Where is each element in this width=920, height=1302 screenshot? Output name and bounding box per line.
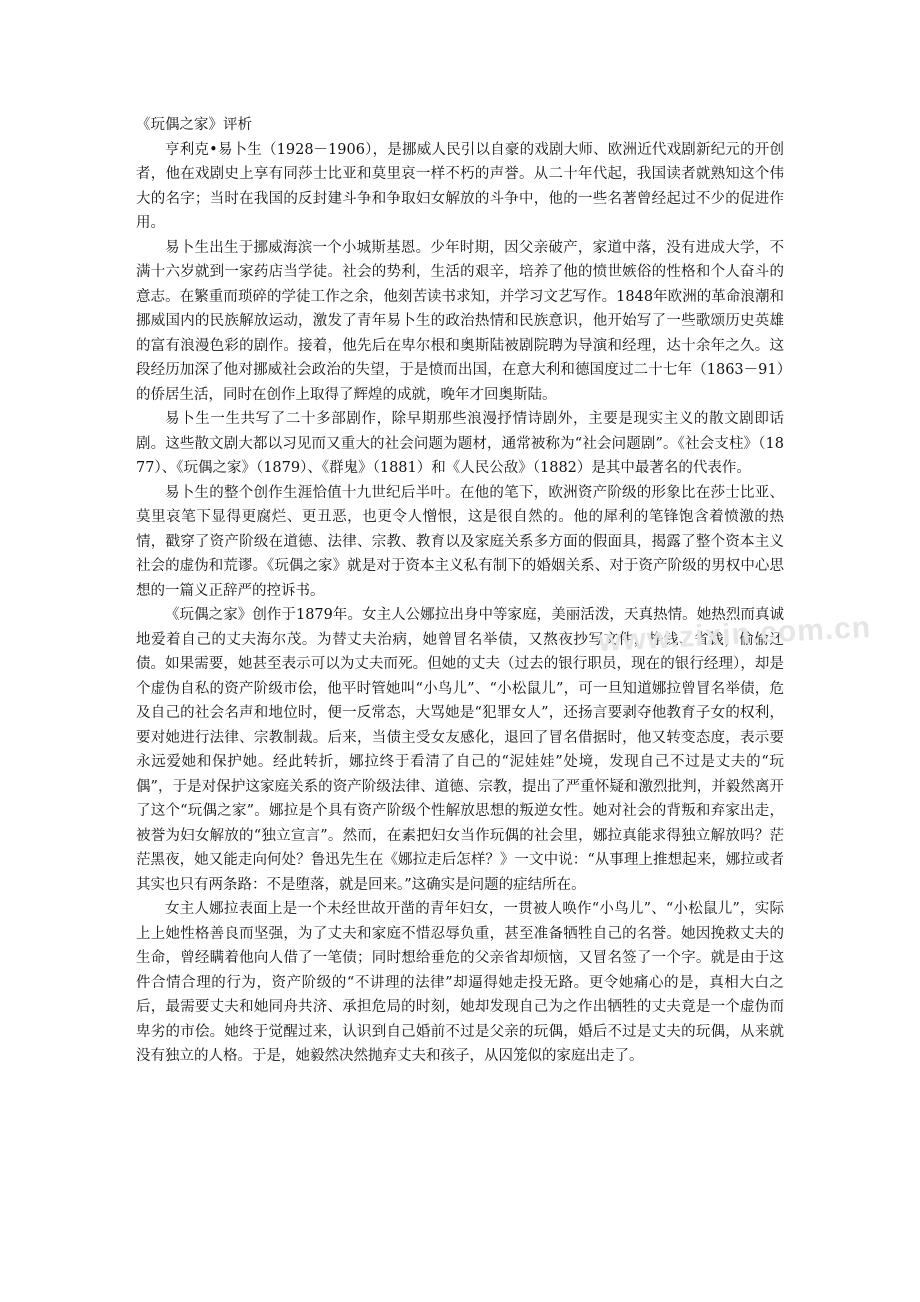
paragraph-works: 易卜生一生共写了二十多部剧作，除早期那些浪漫抒情诗剧外，主要是现实主义的散文剧即话剧。这些散文剧大都以习见而又重大的社会问题为题材，通常被称为“社会问题剧”。《社会支柱》（1877）、《玩偶之家》（1879）、《群鬼》（1881）和《人民公敌》（1882）是其中最著名的代表作。 [136, 411, 784, 476]
paragraph-biography: 易卜生出生于挪威海滨一个小城斯基恩。少年时期，因父亲破产，家道中落，没有进成大学，不满十六岁就到一家药店当学徒。社会的势利，生活的艰辛，培养了他的愤世嫉俗的性格和个人奋斗的意志。在繁重而琐碎的学徒工作之余，他刻苦读书求知，并学习文艺写作。1848年欧洲的革命浪潮和挪威国内的民族解放运动，激发了青年易卜生的政治热情和民族意识，他开始写了一些歌颂历史英雄的富有浪漫色彩的剧作。接着，他先后在卑尔根和奥斯陆被剧院聘为导演和经理，达十余年之久。这段经历加深了他对挪威社会政治的失望，于是愤而出国，在意大利和德国度过二十七年（1863－91）的侨居生活，同时在创作上取得了辉煌的成就，晚年才回奥斯陆。 [136, 239, 784, 403]
watermark-text: www.zixin.com.cn [597, 610, 872, 659]
paragraph-dolls-house: 《玩偶之家》创作于1879年。女主人公娜拉出身中等家庭，美丽活泼，天真热情。她热烈而真诚地爱着自己的丈夫海尔茂。为替丈夫治病，她曾冒名举债，又熬夜抄写文件，挣钱、省钱，偷偷还债。如果需要，她甚至表示可以为丈夫而死。但她的丈夫（过去的银行职员，现在的银行经理），却是个虚伪自私的资产阶级市侩，他平时管她叫“小鸟儿”、“小松鼠儿”，可一旦知道娜拉曾冒名举债，危及自己的社会名声和地位时，便一反常态，大骂她是“犯罪女人”，还扬言要剥夺他教育子女的权利，要对她进行法律、宗教制裁。后来，当债主受女友感化，退回了冒名借据时，他又转变态度，表示要永远爱她和保护她。经此转折，娜拉终于看清了自己的“泥娃娃”处境，发现自己不过是丈夫的“玩偶”，于是对保护这家庭关系的资产阶级法律、道德、宗教，提出了严重怀疑和激烈批判，并毅然离开了这个“玩偶之家”。娜拉是个具有资产阶级个性解放思想的叛逆女性。她对社会的背叛和弃家出走，被誉为妇女解放的“独立宣言”。然而，在素把妇女当作玩偶的社会里，娜拉真能求得独立解放吗？茫茫黑夜，她又能走向何处？鲁迅先生在《娜拉走后怎样？》一文中说：“从事理上推想起来，娜拉或者其实也只有两条路：不是堕落，就是回来。”这确实是问题的症结所在。 [136, 607, 784, 893]
paragraph-nora: 女主人娜拉表面上是一个未经世故开凿的青年妇女，一贯被人唤作“小鸟儿”、“小松鼠儿”，实际上上她性格善良而坚强，为了丈夫和家庭不惜忍辱负重，甚至准备牺牲自己的名誉。她因挽救丈夫的生命，曾经瞒着他向人借了一笔债；同时想给垂危的父亲省却烦恼，又冒名签了一个字。就是由于这件合情合理的行为，资产阶级的“不讲理的法律”却逼得她走投无路。更令她痛心的是，真相大白之后，最需要丈夫和她同舟共济、承担危局的时刻，她却发现自己为之作出牺牲的丈夫竟是一个虚伪而卑劣的市侩。她终于觉醒过来，认识到自己婚前不过是父亲的玩偶，婚后不过是丈夫的玩偶，从来就没有独立的人格。于是，她毅然决然抛弃丈夫和孩子，从囚笼似的家庭出走了。 [136, 901, 784, 1064]
document-page [136, 113, 784, 1069]
paragraph-career: 易卜生的整个创作生涯恰值十九世纪后半叶。在他的笔下，欧洲资产阶级的形象比在莎士比亚、莫里哀笔下显得更腐烂、更丑恶，也更令人憎恨，这是很自然的。他的犀利的笔锋饱含着愤激的热情，戳穿了资产阶级在道德、法律、宗教、教育以及家庭关系多方面的假面具，揭露了整个资本主义社会的虚伪和荒谬。《玩偶之家》就是对于资本主义私有制下的婚姻关系、对于资产阶级的男权中心思想的一篇义正辞严的控诉书。 [136, 484, 784, 599]
document-title: 《玩偶之家》评析 [136, 117, 252, 133]
paragraph-intro: 亨利克•易卜生（1928－1906），是挪威人民引以自豪的戏剧大师、欧洲近代戏剧新纪元的开创者，他在戏剧史上享有同莎士比亚和莫里哀一样不朽的声誉。从二十年代起，我国读者就熟知这个伟大的名字；当时在我国的反封建斗争和争取妇女解放的斗争中，他的一些名著曾经起过不少的促进作用。 [136, 141, 784, 231]
